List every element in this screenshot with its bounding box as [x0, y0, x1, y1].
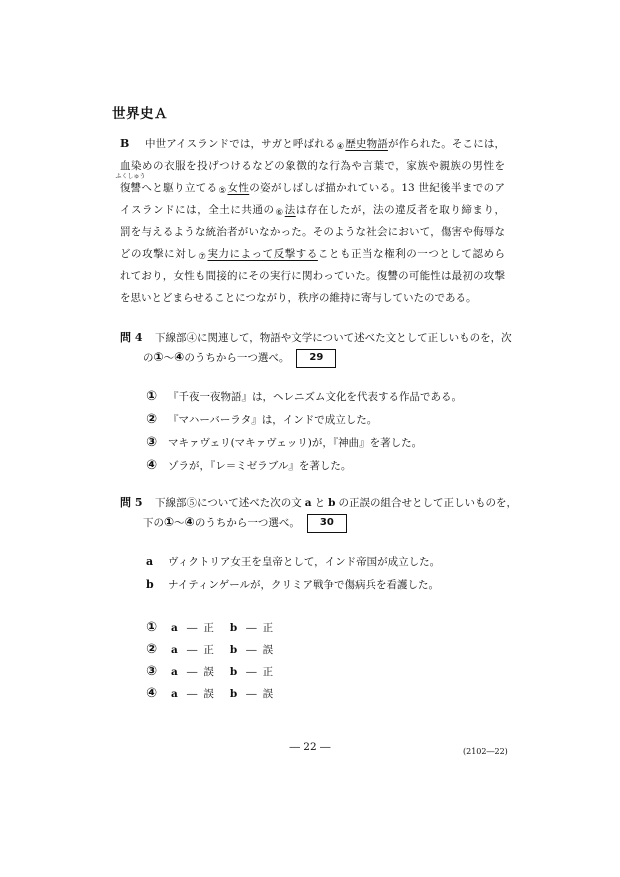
question-5-stem-line-2: [120, 513, 505, 535]
answer-option-1: [146, 620, 273, 642]
passage-text: は存在したが，法の違反者を取り締まり，: [295, 204, 505, 216]
passage-text: が作られた。そこには，: [387, 138, 506, 150]
underlined-phrase-4: 歴史物語: [345, 138, 388, 150]
dash: ―: [246, 644, 257, 656]
underlined-phrase-5: 女性: [227, 182, 250, 194]
section-title: 世界史Ａ: [112, 106, 168, 122]
statement-b-label: b: [229, 688, 238, 700]
passage-line-1: [120, 136, 505, 158]
answer-option-4: [146, 458, 462, 481]
option-number: ④: [146, 458, 158, 473]
dash: ―: [186, 644, 198, 656]
underline-marker-5: ⑤: [218, 186, 227, 196]
answer-option-4: [146, 686, 273, 708]
passage-label: B: [120, 137, 130, 150]
passage-line-3: [115, 173, 506, 202]
passage-text: 中世アイスランドでは，サガと呼ばれる: [145, 138, 336, 150]
question-4-stem-line-1: [120, 330, 512, 348]
ruby-group: [115, 173, 146, 196]
question-5-options: [146, 620, 273, 708]
page-number: ― 22 ―: [289, 741, 331, 753]
option-text: マキァヴェリ(マキァヴェッリ)が，『神曲』を著した。: [168, 437, 423, 449]
circled-number: ④: [184, 515, 195, 529]
passage-text: ことも正当な権利の一つとして認めら: [317, 248, 506, 260]
passage-line-2: [120, 158, 505, 180]
statement-a-ref: a: [304, 497, 312, 509]
question-5-label: 問 5: [120, 496, 143, 509]
statement-a-label: a: [171, 666, 178, 678]
option-number: ①: [146, 389, 158, 404]
statement-b-verdict: 正: [262, 622, 274, 634]
circled-number: ①: [164, 515, 175, 529]
statement-b-label: b: [229, 666, 238, 678]
passage-line-5: [120, 224, 505, 246]
underlined-phrase-7: 実力によって反撃する: [207, 248, 318, 260]
underline-marker-4: ④: [336, 142, 345, 152]
answer-box-30: 30: [307, 514, 347, 533]
answer-option-2: [146, 412, 462, 435]
statement-text: ナイティンゲールが，クリミア戦争で傷病兵を看護した。: [168, 579, 440, 591]
exam-code: (2102―22): [463, 747, 508, 756]
answer-option-3: [146, 435, 462, 458]
stem-text: ～: [174, 517, 185, 529]
option-text: 『千夜一夜物語』は，ヘレニズム文化を代表する作品である。: [168, 391, 462, 403]
answer-option-2: [146, 642, 273, 664]
question-4: [120, 330, 512, 370]
underlined-phrase-6: 法: [284, 204, 296, 216]
statement-b-label: b: [229, 622, 238, 634]
stem-text: のうちから一つ選べ。: [184, 352, 290, 364]
passage-text: どの攻撃に対し: [120, 248, 198, 260]
passage-text: を思いとどまらせることにつながり，秩序の維持に寄与していたのである。: [120, 292, 477, 304]
statement-b-verdict: 誤: [262, 644, 274, 656]
option-number: ②: [146, 412, 158, 427]
passage-text: 血染めの衣服を投げつけるなどの象徴的な行為や言葉で，家族や親族の男性を: [120, 160, 505, 172]
statement-a-verdict: 誤: [203, 688, 214, 700]
stem-text: 下線部⑤について述べた次の文: [155, 497, 302, 509]
dash: ―: [246, 688, 257, 700]
statement-a-verdict: 誤: [203, 666, 214, 678]
statement-b-verdict: 正: [262, 666, 274, 678]
stem-text: 下の: [143, 517, 164, 529]
underline-marker-6: ⑥: [275, 208, 284, 218]
ruby-base: 復讐: [120, 182, 141, 194]
option-number: ③: [146, 664, 158, 679]
answer-option-3: [146, 664, 273, 686]
dash: ―: [186, 622, 198, 634]
stem-text: のうちから一つ選べ。: [194, 517, 300, 529]
passage-text: れており，女性も間接的にその実行に関わっていた。復讐の可能性は最初の攻撃: [120, 270, 505, 282]
dash: ―: [246, 622, 257, 634]
question-4-label: 問 4: [120, 331, 143, 344]
circled-number: ①: [153, 350, 164, 364]
question-5-stem-line-1: [120, 495, 517, 513]
passage-line-8: [120, 290, 505, 312]
answer-box-29: 29: [296, 349, 336, 368]
option-number: ①: [146, 620, 158, 635]
question-5: [120, 495, 517, 535]
option-number: ③: [146, 435, 158, 450]
statement-a-label: a: [171, 622, 178, 634]
stem-text: ～: [163, 352, 175, 364]
question-4-options: [146, 389, 462, 481]
statement-a-verdict: 正: [203, 644, 214, 656]
passage-line-6: [120, 246, 505, 268]
passage-text: 罰を与えるような統治者がいなかった。そのような社会において，傷害や侮辱な: [120, 226, 505, 238]
statement-label: b: [146, 578, 154, 591]
passage-text: の姿がしばしば描かれている。13 世紀後半までのア: [249, 182, 506, 194]
statement-a: [146, 554, 440, 577]
statement-label: a: [146, 555, 154, 568]
option-number: ④: [146, 686, 158, 701]
option-text: ゾラが，『レ＝ミゼラブル』を著した。: [168, 460, 352, 472]
option-number: ②: [146, 642, 158, 657]
stem-text: の正誤の組合せとして正しいものを，: [338, 497, 517, 509]
passage-text: イスランドには，全土に共通の: [120, 204, 275, 216]
statement-a-label: a: [171, 644, 178, 656]
dash: ―: [186, 666, 198, 678]
circled-number: ④: [174, 350, 185, 364]
passage-text: へと駆り立てる: [141, 182, 218, 194]
statement-b: [146, 577, 440, 600]
statement-a-verdict: 正: [203, 622, 214, 634]
statement-b-ref: b: [328, 497, 336, 509]
dash: ―: [186, 688, 198, 700]
question-4-stem-text: 下線部④に関連して，物語や文学について述べた文として正しいものを，次: [155, 332, 512, 344]
question-5-statements: [146, 554, 440, 600]
statement-b-verdict: 誤: [262, 688, 274, 700]
option-text: 『マハーバーラタ』は，インドで成立した。: [168, 414, 378, 426]
question-4-stem-line-2: [120, 348, 505, 370]
answer-option-1: [146, 389, 462, 412]
passage-line-7: [120, 268, 505, 290]
underline-marker-7: ⑦: [198, 252, 207, 262]
statement-b-label: b: [229, 644, 238, 656]
ruby-reading: ふくしゅう: [115, 173, 146, 180]
dash: ―: [246, 666, 257, 678]
statement-text: ヴィクトリア女王を皇帝として，インド帝国が成立した。: [168, 556, 441, 568]
statement-a-label: a: [171, 688, 178, 700]
stem-text: の: [143, 352, 154, 364]
stem-text: と: [314, 497, 326, 509]
passage-line-4: [120, 202, 505, 224]
passage: [115, 136, 506, 312]
